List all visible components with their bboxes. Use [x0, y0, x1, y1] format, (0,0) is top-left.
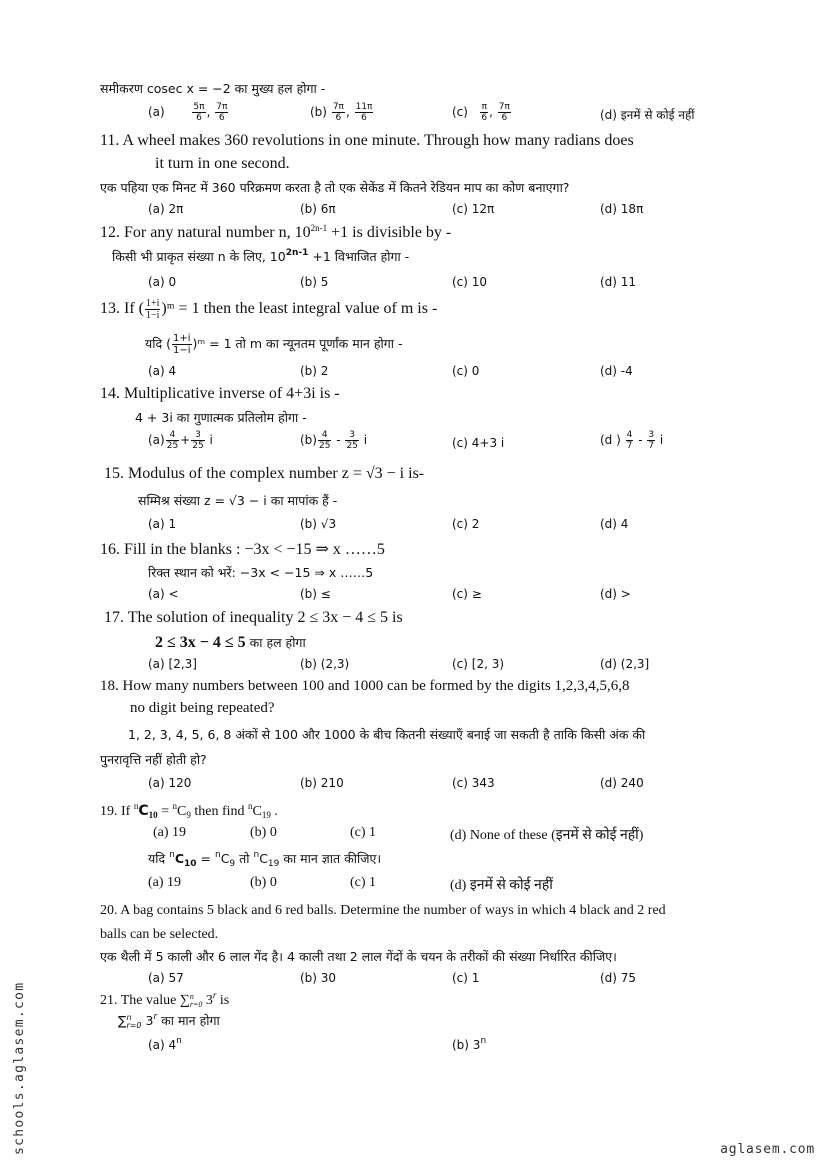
q15-hindi: सम्मिश्र संख्या z = √3 − i का मापांक हैं -: [138, 493, 338, 508]
q10-option-d: (d) इनमें से कोई नहीं: [600, 108, 695, 122]
q10-option-b: (b) $\frac{7\pi}{6}$ , $\frac{11\pi}{6}$: [310, 102, 373, 123]
q17-option-b: (b) (2,3): [300, 657, 350, 671]
q18-option-a: (a) 120: [148, 776, 192, 790]
q12-option-c: (c) 10: [452, 275, 488, 289]
q10-option-c: (c) $\frac{\pi}{6}$ , $\frac{7\pi}{6}$: [452, 102, 510, 123]
q20-option-c: (c) 1: [452, 971, 480, 985]
q20-english-line1: 20. A bag contains 5 black and 6 red balls. Determine the number of ways in which 4 black and 2 red: [100, 903, 666, 918]
q21-option-b: (b) 3$^n$: [452, 1036, 487, 1052]
q15-option-d: (d) 4: [600, 517, 629, 531]
q11-option-c: (c) 12π: [452, 202, 495, 216]
q18-english-line2: no digit being repeated?: [130, 700, 275, 716]
q17-hindi: 2 ≤ 3x − 4 ≤ 5 का हल होगा: [155, 634, 306, 651]
q16-english: 16. Fill in the blanks : −3x < −15 ⇒ x ……5: [100, 541, 385, 558]
q19-hindi-option-b: (b) 0: [250, 875, 277, 890]
q13-hindi: यदि ( $\frac{1+i}{1-i}$ )ᵐ = 1 तो m का न्यूनतम पूर्णांक मान होगा -: [145, 333, 403, 356]
q18-option-d: (d) 240: [600, 776, 644, 790]
q13-english: 13. If ( $\frac{1+i}{1-i}$ )ᵐ = 1 then the least integral value of m is -: [100, 298, 438, 321]
q11-hindi: एक पहिया एक मिनट में 360 परिक्रमण करता है तो एक सेकेंड में कितने रेडियन माप का कोण बनाएगा?: [100, 180, 570, 195]
q21-english: 21. The value ∑ n r=0 3$^r$ is: [100, 990, 230, 1009]
q20-hindi: एक थैली में 5 काली और 6 लाल गेंद है। 4 काली तथा 2 लाल गेंदों के चयन के तरीकों की संख्या निर्धारित कीजिए।: [100, 949, 617, 964]
q19-option-a: (a) 19: [153, 825, 187, 840]
q11-option-a: (a) 2π: [148, 202, 184, 216]
q17-option-a: (a) [2,3]: [148, 657, 197, 671]
q17-option-c: (c) [2, 3): [452, 657, 505, 671]
q14-hindi: 4 + 3i का गुणात्मक प्रतिलोम होगा -: [135, 410, 307, 425]
q20-english-line2: balls can be selected.: [100, 927, 219, 942]
side-watermark: schools.aglasem.com: [12, 981, 27, 1155]
q10-option-a: (a) $\frac{5\pi}{6}$ , $\frac{7\pi}{6}$: [148, 102, 228, 123]
q18-hindi-line1: 1, 2, 3, 4, 5, 6, 8 अंकों से 100 और 1000 के बीच कितनी संख्याएँ बनाई जा सकती है ताकि किसी अंक की: [128, 727, 646, 742]
q13-option-b: (b) 2: [300, 364, 329, 378]
q18-hindi-line2: पुनरावृत्ति नहीं होती हो?: [100, 752, 207, 767]
q19-hindi: यदि $^nC_{10} = ^nC_9$ तो $^nC_{19}$ का मान ज्ञात कीजिए।: [148, 850, 382, 869]
q18-english-line1: 18. How many numbers between 100 and 1000 can be formed by the digits 1,2,3,4,5,6,8: [100, 678, 630, 694]
q19-option-b: (b) 0: [250, 825, 277, 840]
q16-option-a: (a) <: [148, 587, 179, 601]
q12-option-b: (b) 5: [300, 275, 329, 289]
q15-english: 15. Modulus of the complex number z = √3 − i is-: [104, 465, 425, 482]
q19-english: 19. If $^nC_{10} = ^nC_9$ then find $^nC_{19}$ .: [100, 801, 278, 820]
q12-option-d: (d) 11: [600, 275, 637, 289]
q18-option-c: (c) 343: [452, 776, 495, 790]
q18-option-b: (b) 210: [300, 776, 344, 790]
q14-english: 14. Multiplicative inverse of 4+3i is -: [100, 385, 340, 402]
q14-option-d: (d ) $\frac{4}{7}$ - $\frac{3}{7}$ i: [600, 430, 664, 451]
q12-hindi: किसी भी प्राकृत संख्या n के लिए, $10^{2n-1} +1$ विभाजित होगा -: [112, 248, 410, 264]
q16-option-c: (c) ≥: [452, 587, 482, 601]
q19-hindi-option-c: (c) 1: [350, 875, 377, 890]
q11-english-line1: 11. A wheel makes 360 revolutions in one minute. Through how many radians does: [100, 132, 634, 149]
q13-option-c: (c) 0: [452, 364, 480, 378]
q17-option-d: (d) (2,3]: [600, 657, 650, 671]
q16-hindi: रिक्त स्थान को भरें: −3x < −15 ⇒ x ……5: [148, 565, 374, 580]
q14-option-c: (c) 4+3 i: [452, 436, 505, 450]
q16-option-d: (d) >: [600, 587, 631, 601]
q11-english-line2: it turn in one second.: [155, 155, 290, 172]
q11-option-d: (d) 18π: [600, 202, 644, 216]
q19-option-c: (c) 1: [350, 825, 377, 840]
q19-hindi-option-d: (d) इनमें से कोई नहीं: [450, 878, 553, 893]
q10-hindi: समीकरण cosec x = −2 का मुख्य हल होगा -: [100, 81, 326, 96]
q21-hindi: ∑ n r=0 3$^r$ का मान होगा: [118, 1012, 220, 1030]
q15-option-a: (a) 1: [148, 517, 177, 531]
q17-english: 17. The solution of inequality 2 ≤ 3x − 4 ≤ 5 is: [104, 609, 403, 626]
q11-option-b: (b) 6π: [300, 202, 336, 216]
q13-option-a: (a) 4: [148, 364, 177, 378]
footer-watermark: aglasem.com: [720, 1142, 815, 1157]
q12-english: 12. For any natural number n, $10^{2n-1} +1$ is divisible by -: [100, 223, 452, 241]
q15-option-b: (b) √3: [300, 517, 337, 531]
q12-option-a: (a) 0: [148, 275, 177, 289]
q19-hindi-option-a: (a) 19: [148, 875, 182, 890]
q13-option-d: (d) -4: [600, 364, 633, 378]
q21-option-a: (a) 4$^n$: [148, 1036, 182, 1052]
q20-option-d: (d) 75: [600, 971, 637, 985]
q14-option-a: (a) $\frac{4}{25}$ + $\frac{3}{25}$ i: [148, 430, 213, 451]
q20-option-b: (b) 30: [300, 971, 337, 985]
q15-option-c: (c) 2: [452, 517, 480, 531]
q20-option-a: (a) 57: [148, 971, 184, 985]
q16-option-b: (b) ≤: [300, 587, 331, 601]
q19-option-d: (d) None of these (इनमें से कोई नहीं): [450, 828, 644, 843]
q14-option-b: (b) $\frac{4}{25}$ - $\frac{3}{25}$ i: [300, 430, 368, 451]
